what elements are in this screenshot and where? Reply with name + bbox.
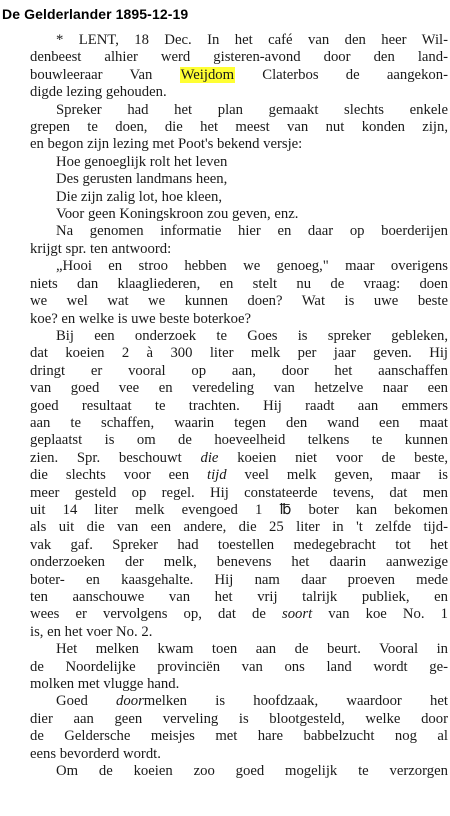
emphasized-word: soort <box>282 606 313 623</box>
line-text: die slechts voor een <box>30 467 207 484</box>
article-line: dat koeien 2 à 300 liter melk per jaar geven. Hij <box>30 345 448 362</box>
article-line: de Noordelijke provinciën van ons land wordt ge- <box>30 658 448 675</box>
article-line: Voor geen Koningskroon zou geven, enz. <box>56 206 299 223</box>
article-line <box>30 450 448 467</box>
article-line: molken met vlugge hand. <box>30 676 180 693</box>
article-line: niets dan klaagliederen, en stelt nu de vraag: doen <box>30 275 448 292</box>
article-line <box>30 467 448 484</box>
article-line: Hoe genoeglijk rolt het leven <box>56 153 228 170</box>
article-line: als uit die van een andere, die 25 liter in 't zelfde tijd- <box>30 519 448 536</box>
article-line <box>30 693 448 710</box>
article-line: Die zijn zalig lot, hoe kleen, <box>56 188 222 205</box>
article-line: Om de koeien zoo goed mogelijk te verzorgen <box>56 763 448 780</box>
article-line: onderzoeken der melk, benevens het daarin aanwezige <box>30 554 448 571</box>
article-line: krijgt spr. ten antwoord: <box>30 240 172 257</box>
line-text: veel melk geven, maar is <box>226 467 448 484</box>
article-line: dringt er vooral op aan, door het aanschaffen <box>30 362 448 379</box>
highlighted-name: Weijdom <box>180 66 235 83</box>
article-line: koe? en welke is uwe beste boterkoe? <box>30 310 252 327</box>
article-line: digde lezing gehouden. <box>30 84 167 101</box>
article-line: goed resultaat te trachten. Hij raadt aan emmers <box>30 397 448 414</box>
article-body <box>30 32 448 816</box>
article-line: en begon zijn lezing met Poot's bekend versje: <box>30 136 303 153</box>
article-line: de Geldersche meisjes met hare babbelzucht nog al <box>30 728 448 745</box>
article-line: ten aanschouwe van het vrij talrijk publiek, en <box>30 589 448 605</box>
emphasized-word: door <box>116 693 144 710</box>
article-line: meer gesteld op regel. Hij constateerde tevens, dat men <box>30 484 448 501</box>
article-line: Het melken kwam toen aan de beurt. Vooral in <box>56 641 448 658</box>
article-line: eens bevorderd wordt. <box>30 745 161 762</box>
line-text: Goed <box>56 693 117 710</box>
article-line: aan te schaffen, waarin tegen den wand een maat <box>30 414 448 431</box>
article-line: van goed vee en veredeling van hetzelve naar een <box>30 380 448 397</box>
article-line: is, en het voer No. 2. <box>30 623 153 640</box>
article-line: * LENT, 18 Dec. In het café van den heer Wil- <box>56 32 448 48</box>
article-line: Bij een onderzoek te Goes is spreker gebleken, <box>56 327 448 344</box>
article-line: Na genomen informatie hier en daar op boerderijen <box>56 223 448 240</box>
line-text: van koe No. 1 <box>312 606 448 623</box>
newspaper-header: De Gelderlander 1895-12-19 <box>2 6 189 22</box>
article-line: boter- en kaasgehalte. Hij nam daar proeven mede <box>30 571 448 588</box>
article-line <box>30 606 448 623</box>
article-line: geplaatst is om de hoeveelheid telkens te kunnen <box>30 432 448 449</box>
article-line: denbeest alhier werd gisteren-avond door den land- <box>30 49 448 66</box>
article-line: Des gerusten landmans heen, <box>56 171 228 188</box>
line-text: Claterbos de aangekon- <box>235 66 448 83</box>
article-line: dier aan geen verveling is blootgesteld, welke door <box>30 710 448 727</box>
emphasized-word: tijd <box>206 467 227 484</box>
article-line: uit 14 liter melk evengoed 1 ℔ boter kan bekomen <box>30 501 448 518</box>
article-line: we wel wat we kunnen doen? Wat is uwe beste <box>30 293 448 310</box>
line-text: wees er vervolgens op, dat de <box>30 606 282 623</box>
line-text: koeien niet voor de beste, <box>218 449 448 466</box>
article-line: Spreker had het plan gemaakt slechts enkele <box>56 101 448 118</box>
line-text: bouwleeraar Van <box>30 66 180 83</box>
line-text: zien. Spr. beschouwt <box>30 449 201 466</box>
line-text: melken is hoofdzaak, waardoor het <box>143 693 448 710</box>
article-line <box>30 67 448 84</box>
article-line: grepen te doen, die het meest van nut konden zijn, <box>30 119 448 136</box>
article-line: „Hooi en stroo hebben we genoeg," maar overigens <box>56 258 448 275</box>
article-line: vak gaf. Spreker had toestellen medegebracht tot het <box>30 536 448 553</box>
emphasized-word: die <box>200 449 219 466</box>
